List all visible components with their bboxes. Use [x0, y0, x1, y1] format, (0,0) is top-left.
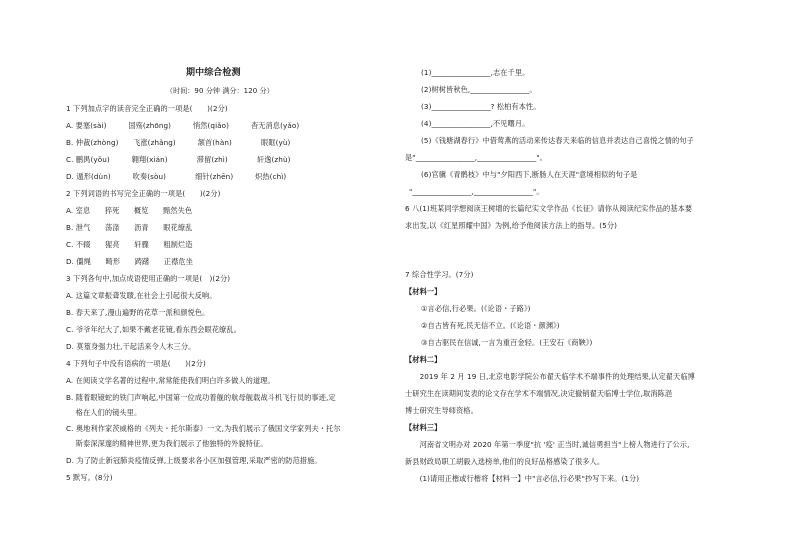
dictation-6: (6)官骥《青鹘枝》中与"夕阳西下,断肠人在天涯"意境相似的句子是 [421, 170, 638, 179]
material-1-item-2: ②自古皆有死,民无信不立。(《论语・颜渊》) [421, 321, 560, 330]
question-1: 1 下列加点字的读音完全正确的一项是( )(2分) [66, 104, 228, 113]
material-2-text-1: 2019 年 2 月 19 日,北京电影学院公布翟天临学术不端事件的处理结果,认定翟天临博 [405, 372, 695, 381]
question-2: 2 下列词语的书写完全正确的一项是( )(2分) [66, 189, 221, 198]
material-2-text-2: 士研究生在读期间发表的论文存在学术不端情况,决定撤销翟天临博士学位,取消陈浥 [405, 389, 673, 398]
dictation-5: (5)《钱塘湖春行》中借莺燕的活动来传达春天来临的信息并表达自己喜悦之情的句子 [421, 136, 694, 145]
q4-option-c-cont: 斯泰深深邃的精神世界,更为我们展示了他独特的外貌特征。 [66, 439, 268, 448]
q3-option-b: B. 春天来了,漫山遍野的花草一派和颜悦色。 [66, 308, 210, 317]
dictation-4: (4)________________,不见曙月。 [421, 119, 530, 128]
q3-option-a: A. 这篇文章振聋发聩,在社会上引起很大反响。 [66, 291, 217, 300]
material-1-heading: 【材料一】 [405, 287, 442, 296]
question-7-sub-1: (1)请用正楷或行楷将【材料一】中"言必信,行必果"抄写下来。(1分) [405, 474, 640, 483]
question-3: 3 下列各句中,加点成语使用正确的一项是( )(2分) [66, 274, 231, 283]
q1-option-b: B. 仲裁(zhòng) 飞涨(zhǎng) 颔首(hàn) 眼眶(yù) [66, 138, 291, 147]
material-3-text-1: 河南省文明办对 2020 年第一季度"抗 '疫' 正当时,诚信勇担当"上榜人物进行了公示, [405, 440, 690, 449]
material-2-text-3: 博士研究生导师资格。 [405, 406, 478, 415]
q2-option-c: C. 不辍 猩亮 轩骤 粗制烂造 [66, 240, 193, 249]
question-4: 4 下列句子中没有语病的一项是( )(2分) [66, 359, 206, 368]
dictation-2: (2)树树皆秋色,________________。 [421, 85, 537, 94]
q1-option-c: C. 鹏禺(yǒu) 翱翔(xián) 滞留(zhì) 轩逸(zhù) [66, 155, 291, 164]
q4-option-c: C. 奥地利作家茨威格的《列夫・托尔斯泰》一文,为我们展示了俄国文学家列夫・托尔 [66, 424, 341, 433]
q3-option-d: D. 莫篁身强力壮,干起活来令人木三分。 [66, 342, 196, 351]
q4-option-b: B. 随着眼镜蛇的铁门声响起,中国第一位成功着舰的航母舰载战斗机飞行员的事迹,定 [66, 393, 336, 402]
q4-option-a: A. 在阅读文学名著的过程中,常常能使我们明白许多做人的道理。 [66, 376, 275, 385]
material-1-item-3: ③自古驱民在信诚,一言为重百金轻。(王安石《商鞅》) [421, 338, 593, 347]
material-2-heading: 【材料二】 [405, 355, 442, 364]
page-subtitle: （时间：90 分钟 满分：120 分） [166, 87, 274, 95]
q4-option-b-cont: 格在人们的镜头里。 [66, 408, 142, 417]
q4-option-d: D. 为了防止新冠肺炎疫情反弹,上级要求各小区加强管理,采取严密的防范措施。 [66, 456, 322, 465]
material-3-heading: 【材料三】 [405, 423, 442, 432]
question-6-cont: 求出发,以《红星照耀中国》为例,给予他阅读方法上的指导。(5分) [405, 221, 618, 230]
question-7: 7 综合性学习。(7分) [405, 270, 474, 279]
q3-option-c: C. 爷爷年纪大了,如果不戴老花镜,看东西会眼花缭乱。 [66, 325, 241, 334]
dictation-5-answer: 是"________________,________________"。 [405, 153, 547, 162]
page-title: 期中综合检测 [186, 68, 241, 78]
q2-option-b: B. 泄气 荡涤 沥青 眼花缭乱 [66, 223, 193, 232]
question-6: 6 八(1)班某同学想阅读王树增的长篇纪实文学作品《长征》请你从阅读纪实作品的基本要 [405, 204, 693, 213]
dictation-3: (3)________________? 松柏有本性。 [421, 102, 541, 111]
q1-option-d: D. 遁形(dùn) 吹奏(sòu) 细针(zhēn) 炽热(chì) [66, 172, 287, 181]
q2-option-d: D. 僵绳 畸形 踌躇 正襟危坐 [66, 257, 194, 266]
q1-option-a: A. 要塞(sài) 国殇(zhōng) 悄然(qiǎo) 杳无消息(yǎo) [66, 121, 300, 130]
q2-option-a: A. 室息 猝死 概览 黯然失色 [66, 206, 193, 215]
dictation-6-answer: "________________,________________"。 [409, 187, 544, 196]
material-3-text-2: 新县财政局职工胡毅入选榜单,他们的良好品格感染了很多人。 [405, 457, 605, 466]
material-1-item-1: ①言必信,行必果。(《论语・子路》) [421, 304, 531, 313]
question-5: 5 默写。(8分) [66, 473, 113, 482]
dictation-1: (1)________________,志在千里。 [421, 68, 530, 77]
